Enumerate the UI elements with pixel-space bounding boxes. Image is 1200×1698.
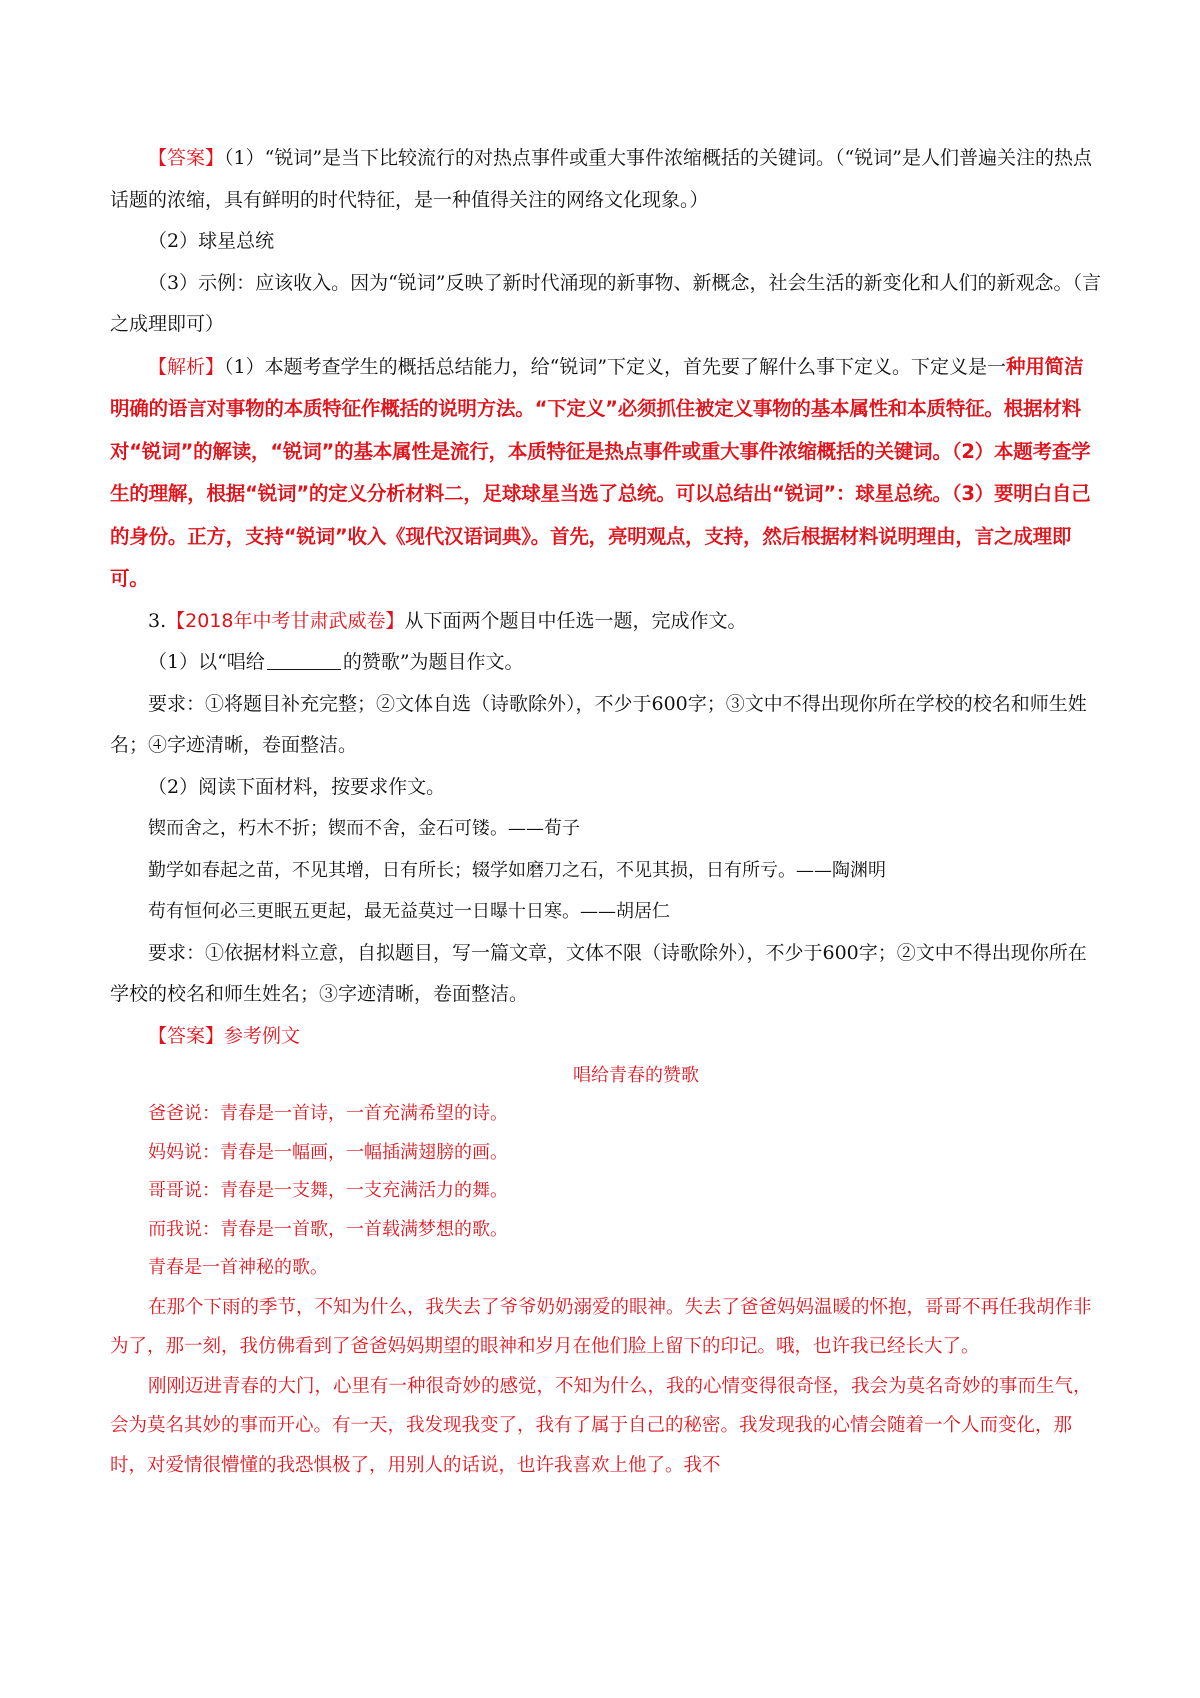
essay-title: 唱给青春的赞歌: [573, 1065, 699, 1086]
essay-answer-label: 参考例文: [224, 1024, 301, 1047]
analysis-paragraph: [110, 346, 1102, 601]
essay-answer-line: [110, 1016, 1102, 1058]
question-number: 3.: [148, 609, 167, 632]
quote-3: 苟有恒何必三更眠五更起，最无益莫过一日曝十日寒。——胡居仁: [148, 901, 670, 922]
poem-line-3: 哥哥说：青春是一支舞，一支充满活力的舞。: [148, 1180, 508, 1201]
requirement-2: 要求：①依据材料立意，自拟题目，写一篇文章，文体不限（诗歌除外），不少于600字；②文中不得出现你所在学校的校名和师生姓名；③字迹清晰，卷面整洁。: [110, 941, 1087, 1005]
essay-paragraph-2: 刚刚迈进青春的大门，心里有一种很奇妙的感觉，不知为什么，我的心情变得很奇怪，我会为莫名奇妙的事而生气，会为莫名其妙的事而开心。有一天，我发现我变了，我有了属于自己的秘密。我发现我的心情会随着一个人而变化，那时，对爱情很懵懂的我恐惧极了，用别人的话说，也许我喜欢上他了。我不: [110, 1375, 1092, 1476]
question-3-stem: [110, 601, 1102, 643]
analysis-tag: 【解析】: [148, 355, 225, 378]
page-content: [110, 138, 1102, 1485]
essay-answer-tag: 【答案】: [148, 1024, 225, 1047]
poem-line-4: 而我说：青春是一首歌，一首载满梦想的歌。: [148, 1218, 508, 1240]
analysis-rest-text: 种用简洁明确的语言对事物的本质特征作概括的说明方法。“下定义”必须抓住被定义事物的基本属性和本质特征。根据材料对“锐词”的解读，“锐词”的基本属性是流行，本质特征是热点事件或重大事件浓缩概括的关键词。（2）本题考查学生的理解，根据“锐词”的定义分析材料二，足球球星当选了总统。可以总结出“锐词”：球星总统。（3）要明白自己的身份。正方，支持“锐词”收入《现代汉语词典》。首先，亮明观点，支持，然后根据材料说明理由，言之成理即可。: [110, 354, 1091, 590]
poem-line-1: 爸爸说：青春是一首诗，一首充满希望的诗。: [148, 1103, 508, 1124]
answer-tag: 【答案】: [148, 147, 225, 169]
question-option-1: [110, 642, 1102, 684]
poem-line-5: 青春是一首神秘的歌。: [148, 1257, 328, 1278]
question-source: 【2018年中考甘肃武威卷】: [166, 609, 405, 632]
question-stem-text: 从下面两个题目中任选一题，完成作文。: [404, 609, 747, 632]
answer-paragraph-3: （3）示例：应该收入。因为“锐词”反映了新时代涌现的新事物、新概念，社会生活的新变化和人们的新观念。（言之成理即可）: [110, 271, 1102, 335]
quote-1: 锲而舍之，朽木不折；锲而不舍，金石可镂。——荀子: [148, 818, 580, 839]
answer-paragraph-2: （2）球星总统: [148, 230, 275, 252]
quote-2: 勤学如春起之苗，不见其增，日有所长；辍学如磨刀之石，不见其损，日有所亏。——陶渊明: [148, 859, 886, 881]
analysis-lead-text: （1）本题考查学生的概括总结能力，给“锐词”下定义，首先要了解什么事下定义。下定义是一: [224, 355, 1007, 378]
question-option-2: （2）阅读下面材料，按要求作文。: [148, 775, 446, 798]
essay-paragraph-1: 在那个下雨的季节，不知为什么，我失去了爷爷奶奶溺爱的眼神。失去了爸爸妈妈温暖的怀抱，哥哥不再任我胡作非为了，那一刻，我仿佛看到了爸爸妈妈期望的眼神和岁月在他们脸上留下的印记。哦，也许我已经长大了。: [110, 1296, 1092, 1357]
answer-paragraph-1: [110, 138, 1102, 221]
option-1-prefix: （1）以“唱给: [148, 651, 265, 673]
fill-blank: [267, 649, 341, 670]
option-1-suffix: 的赞歌”为题目作文。: [342, 651, 524, 673]
poem-line-2: 妈妈说：青春是一幅画，一幅插满翅膀的画。: [148, 1141, 508, 1163]
requirement-1: 要求：①将题目补充完整；②文体自选（诗歌除外），不少于600字；③文中不得出现你所在学校的校名和师生姓名；④字迹清晰，卷面整洁。: [110, 692, 1087, 756]
answer-1-text: （1）“锐词”是当下比较流行的对热点事件或重大事件浓缩概括的关键词。（“锐词”是人们普遍关注的热点话题的浓缩，具有鲜明的时代特征，是一种值得关注的网络文化现象。）: [110, 147, 1092, 211]
